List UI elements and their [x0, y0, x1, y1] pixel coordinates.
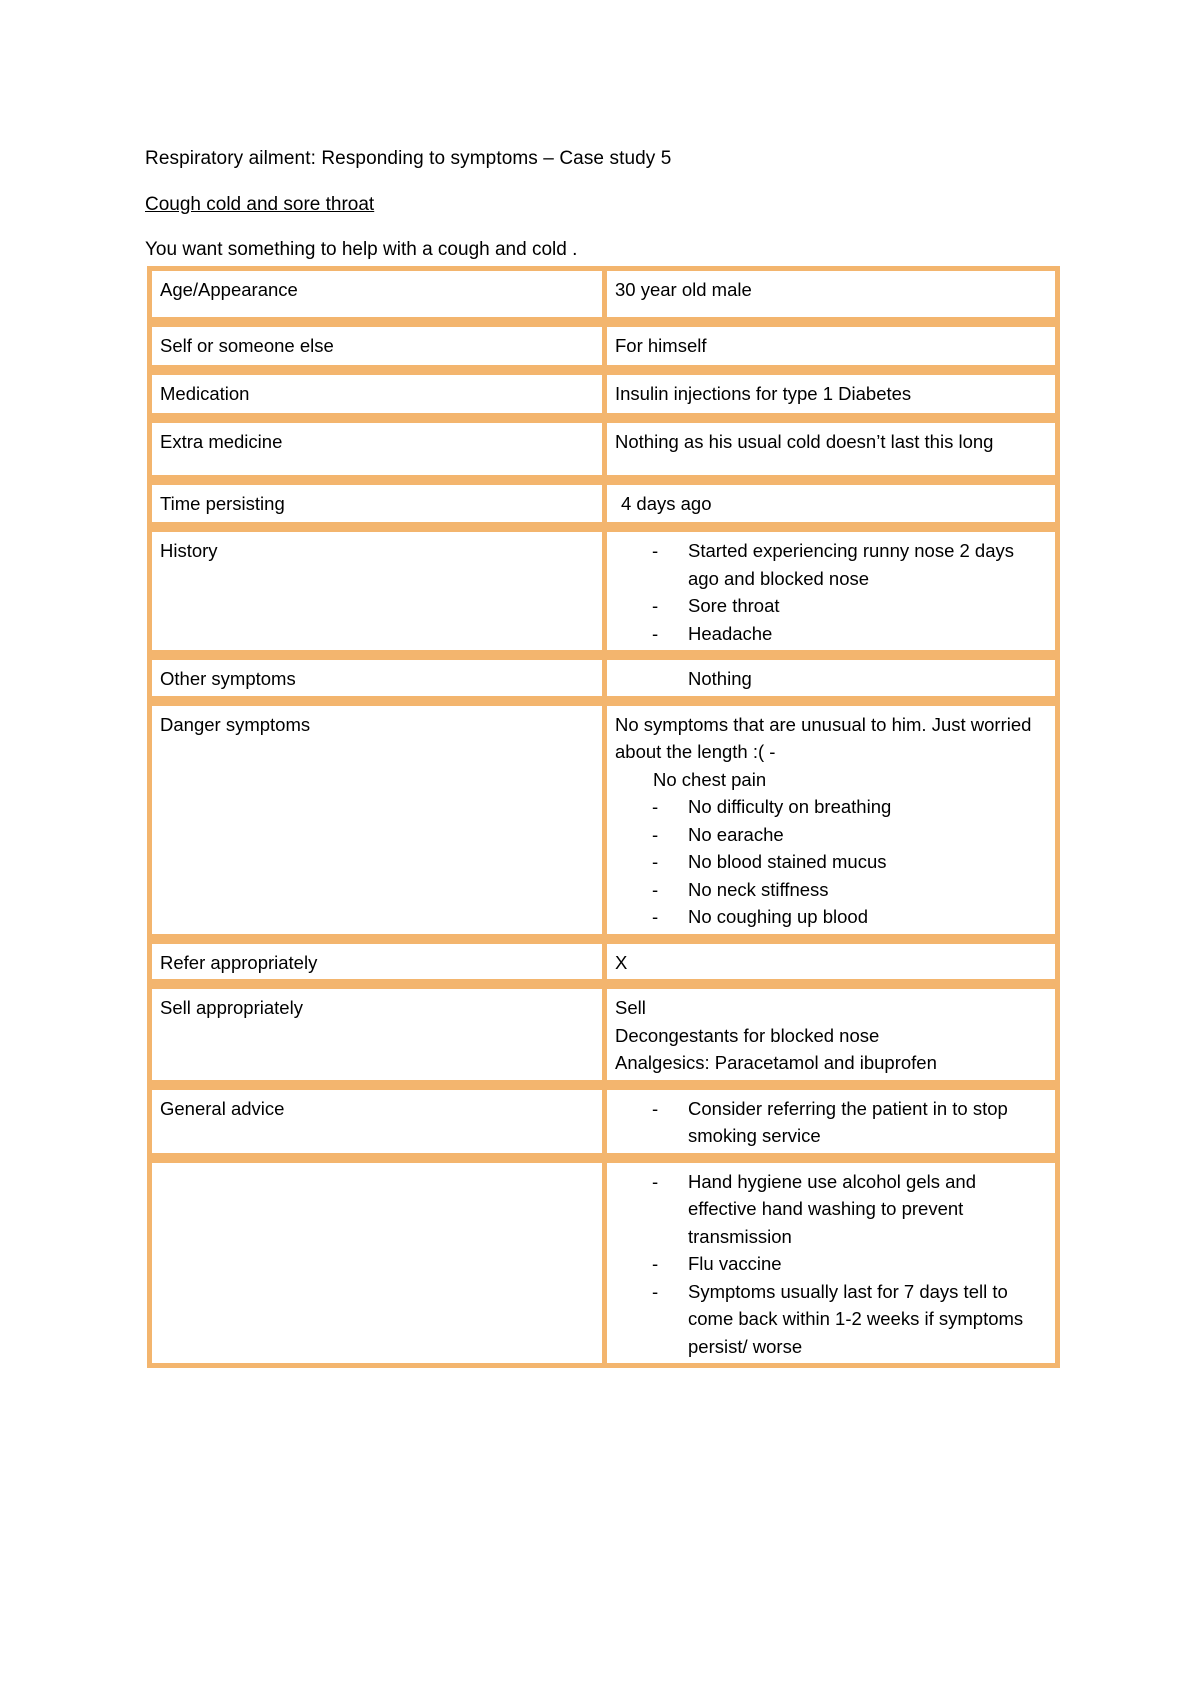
row-label: Danger symptoms — [147, 701, 607, 939]
table-row-history — [147, 527, 1060, 655]
row-value: Nothing as his usual cold doesn’t last this long — [607, 418, 1060, 480]
row-value: 30 year old male — [607, 266, 1060, 322]
row-value: For himself — [607, 322, 1060, 370]
list-item: - Hand hygiene use alcohol gels and effective hand washing to prevent transmission — [615, 1168, 1047, 1251]
row-value — [607, 527, 1060, 655]
table-row-medication — [147, 370, 1060, 418]
intro-text: You want something to help with a cough and cold . — [145, 239, 578, 260]
list-item: - No difficulty on breathing — [615, 793, 1047, 821]
list-item: - No earache — [615, 821, 1047, 849]
row-value: Insulin injections for type 1 Diabetes — [607, 370, 1060, 418]
additional-advice-list — [615, 1168, 1047, 1361]
list-item: - Started experiencing runny nose 2 days ago and blocked nose — [615, 537, 1047, 592]
table-row-refer — [147, 939, 1060, 985]
table-row-danger-symptoms — [147, 701, 1060, 939]
row-label: Age/Appearance — [147, 266, 607, 322]
sell-line: Sell — [615, 997, 646, 1018]
row-label: General advice — [147, 1085, 607, 1158]
row-label: Extra medicine — [147, 418, 607, 480]
list-item: - Flu vaccine — [615, 1250, 1047, 1278]
table-row-self — [147, 322, 1060, 370]
row-label: Time persisting — [147, 480, 607, 527]
advice-list — [615, 1095, 1047, 1150]
list-item: - No coughing up blood — [615, 903, 1047, 931]
table-row-other-symptoms — [147, 655, 1060, 701]
history-list — [615, 537, 1047, 647]
table-row-general-advice — [147, 1085, 1060, 1158]
sell-line: Decongestants for blocked nose — [615, 1024, 880, 1046]
table-row-sell — [147, 984, 1060, 1085]
row-label: Sell appropriately — [147, 984, 607, 1085]
row-value: X — [607, 939, 1060, 985]
row-label: Other symptoms — [147, 655, 607, 701]
row-value — [607, 701, 1060, 939]
row-label: Self or someone else — [147, 322, 607, 370]
row-value — [607, 984, 1060, 1085]
time-value: 4 days ago — [621, 493, 712, 514]
sell-line: Analgesics: Paracetamol and ibuprofen — [615, 1052, 937, 1073]
row-value — [607, 1158, 1060, 1369]
case-study-table — [147, 266, 1060, 1368]
list-item: - Symptoms usually last for 7 days tell to come back within 1-2 weeks if symptoms persist/ worse — [615, 1278, 1047, 1361]
row-label: History — [147, 527, 607, 655]
row-label: Medication — [147, 370, 607, 418]
danger-first-item: No chest pain — [653, 768, 767, 790]
list-item: - Sore throat — [615, 592, 1047, 620]
other-value: Nothing — [688, 668, 752, 689]
row-value — [607, 1085, 1060, 1158]
row-label: Refer appropriately — [147, 939, 607, 985]
row-value — [607, 655, 1060, 701]
row-label-empty — [147, 1158, 607, 1369]
danger-list — [615, 793, 1047, 931]
list-item: - No neck stiffness — [615, 876, 1047, 904]
row-value — [607, 480, 1060, 527]
document-subtitle: Cough cold and sore throat — [145, 194, 375, 215]
table-row-extra-medicine — [147, 418, 1060, 480]
table-row-time-persisting — [147, 480, 1060, 527]
table-row-additional-advice — [147, 1158, 1060, 1369]
table-row-age — [147, 266, 1060, 322]
list-item: - Headache — [615, 620, 1047, 648]
list-item: - No blood stained mucus — [615, 848, 1047, 876]
danger-intro: No symptoms that are unusual to him. Just worried about the length :( - — [615, 713, 1032, 762]
list-item: - Consider referring the patient in to stop smoking service — [615, 1095, 1047, 1150]
document-title: Respiratory ailment: Responding to symptoms – Case study 5 — [145, 148, 672, 169]
